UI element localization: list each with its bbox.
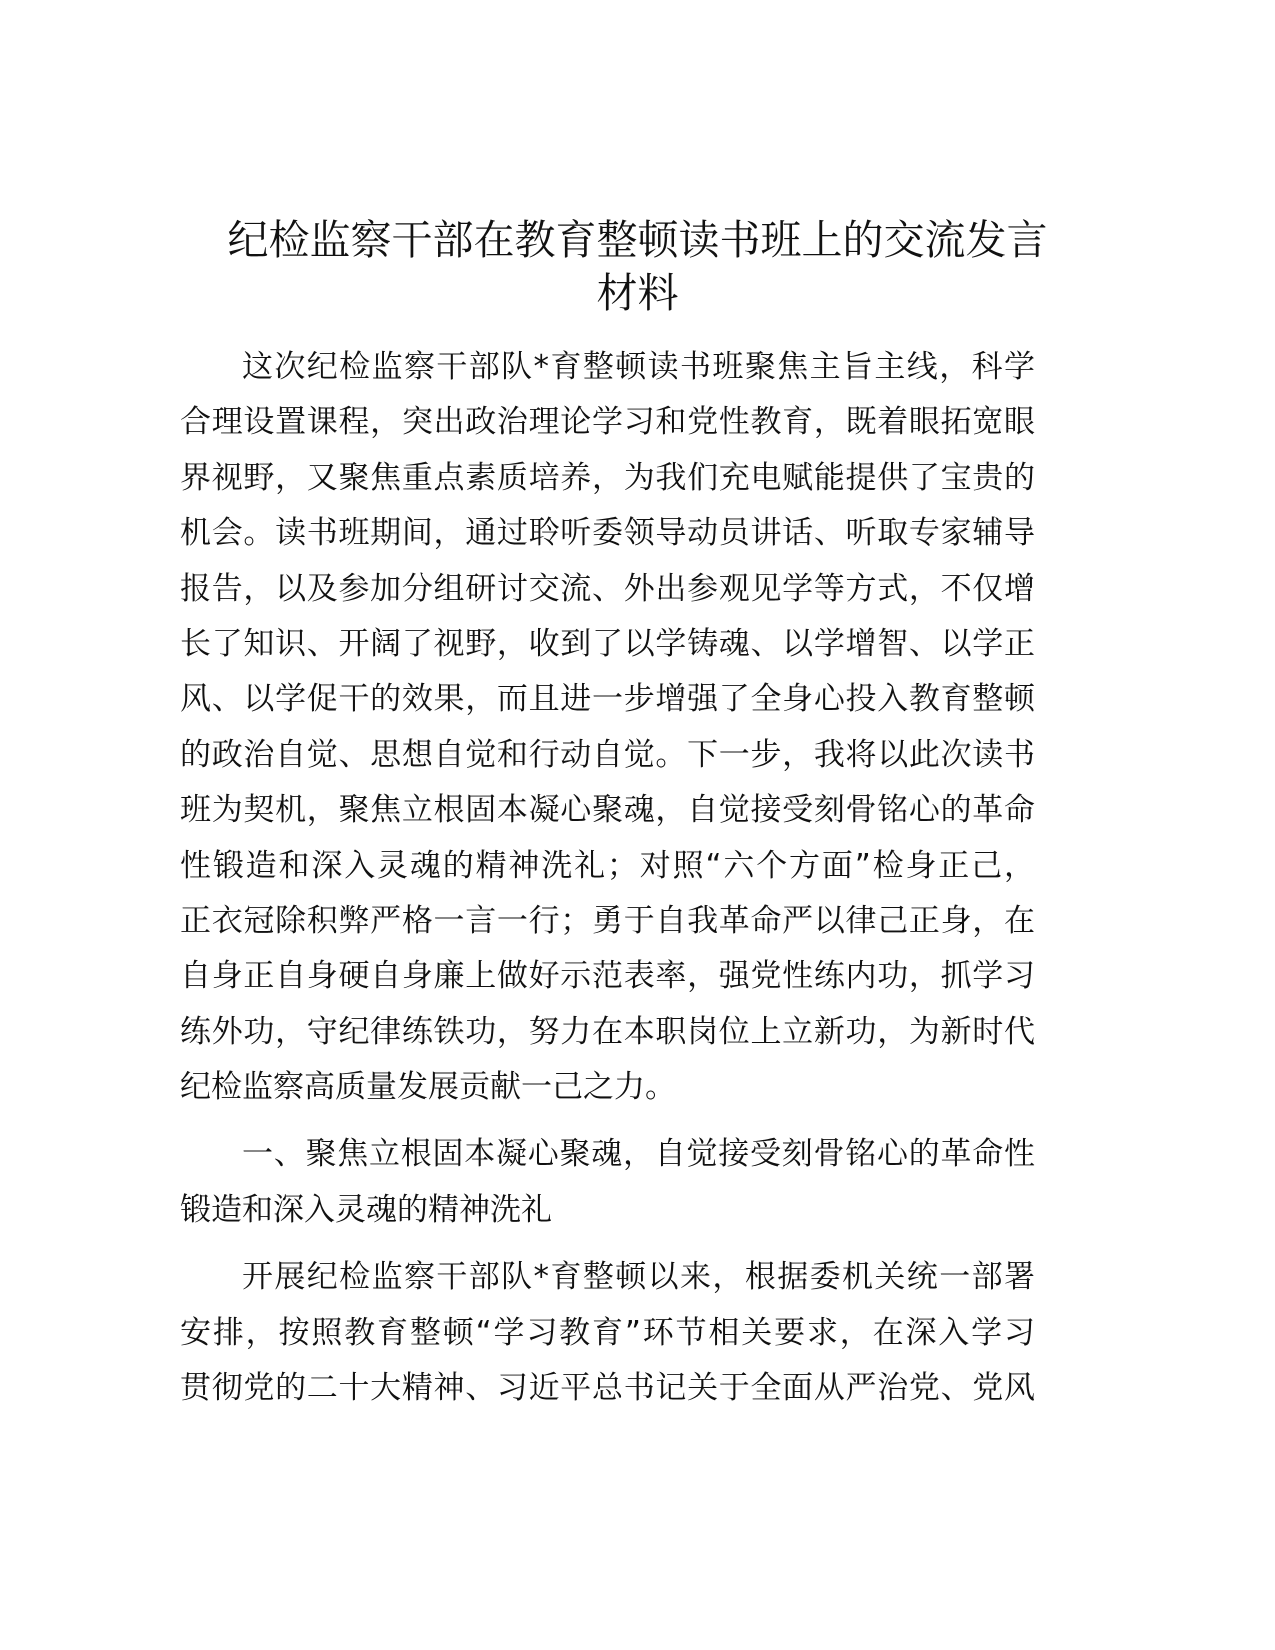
paragraph bbox=[180, 340, 1035, 1115]
text-line: 报告，以及参加分组研讨交流、外出参观见学等方式，不仅增 bbox=[180, 570, 1035, 607]
text-line: 自身正自身硬自身廉上做好示范表率，强党性练内功，抓学习 bbox=[180, 958, 1035, 995]
text-line: 性锻造和深入灵魂的精神洗礼；对照“六个方面”检身正己， bbox=[180, 847, 1035, 884]
title-line: 材料 bbox=[596, 269, 679, 317]
document-body bbox=[180, 340, 1035, 1428]
text-line: 长了知识、开阔了视野，收到了以学铸魂、以学增智、以学正 bbox=[180, 625, 1035, 662]
text-line: 班为契机，聚焦立根固本凝心聚魂，自觉接受刻骨铭心的革命 bbox=[180, 792, 1035, 829]
text-line: 的政治自觉、思想自觉和行动自觉。下一步，我将以此次读书 bbox=[180, 736, 1035, 773]
title-line: 纪检监察干部在教育整顿读书班上的交流发言 bbox=[227, 216, 1048, 264]
text-line: 一、聚焦立根固本凝心聚魂，自觉接受刻骨铭心的革命性 bbox=[242, 1136, 1035, 1173]
text-line: 安排，按照教育整顿“学习教育”环节相关要求，在深入学习 bbox=[180, 1314, 1035, 1351]
section-heading bbox=[180, 1127, 1035, 1238]
text-line: 这次纪检监察干部队*育整顿读书班聚焦主旨主线，科学 bbox=[242, 349, 1035, 385]
text-line: 开展纪检监察干部队*育整顿以来，根据委机关统一部署 bbox=[242, 1259, 1035, 1296]
text-line: 机会。读书班期间，通过聆听委领导动员讲话、听取专家辅导 bbox=[180, 515, 1035, 552]
text-line: 贯彻党的二十大精神、习近平总书记关于全面从严治党、党风 bbox=[180, 1370, 1035, 1407]
text-line: 练外功，守纪律练铁功，努力在本职岗位上立新功，为新时代 bbox=[180, 1013, 1035, 1050]
paragraph bbox=[180, 1250, 1035, 1416]
document-title bbox=[150, 214, 1125, 320]
text-line: 纪检监察高质量发展贡献一己之力。 bbox=[180, 1069, 676, 1106]
text-line: 合理设置课程，突出政治理论学习和党性教育，既着眼拓宽眼 bbox=[180, 404, 1035, 441]
text-line: 风、以学促干的效果，而且进一步增强了全身心投入教育整顿 bbox=[180, 681, 1035, 718]
text-line: 界视野，又聚焦重点素质培养，为我们充电赋能提供了宝贵的 bbox=[180, 459, 1035, 496]
text-line: 锻造和深入灵魂的精神洗礼 bbox=[180, 1191, 552, 1228]
text-line: 正衣冠除积弊严格一言一行；勇于自我革命严以律己正身，在 bbox=[180, 902, 1035, 939]
